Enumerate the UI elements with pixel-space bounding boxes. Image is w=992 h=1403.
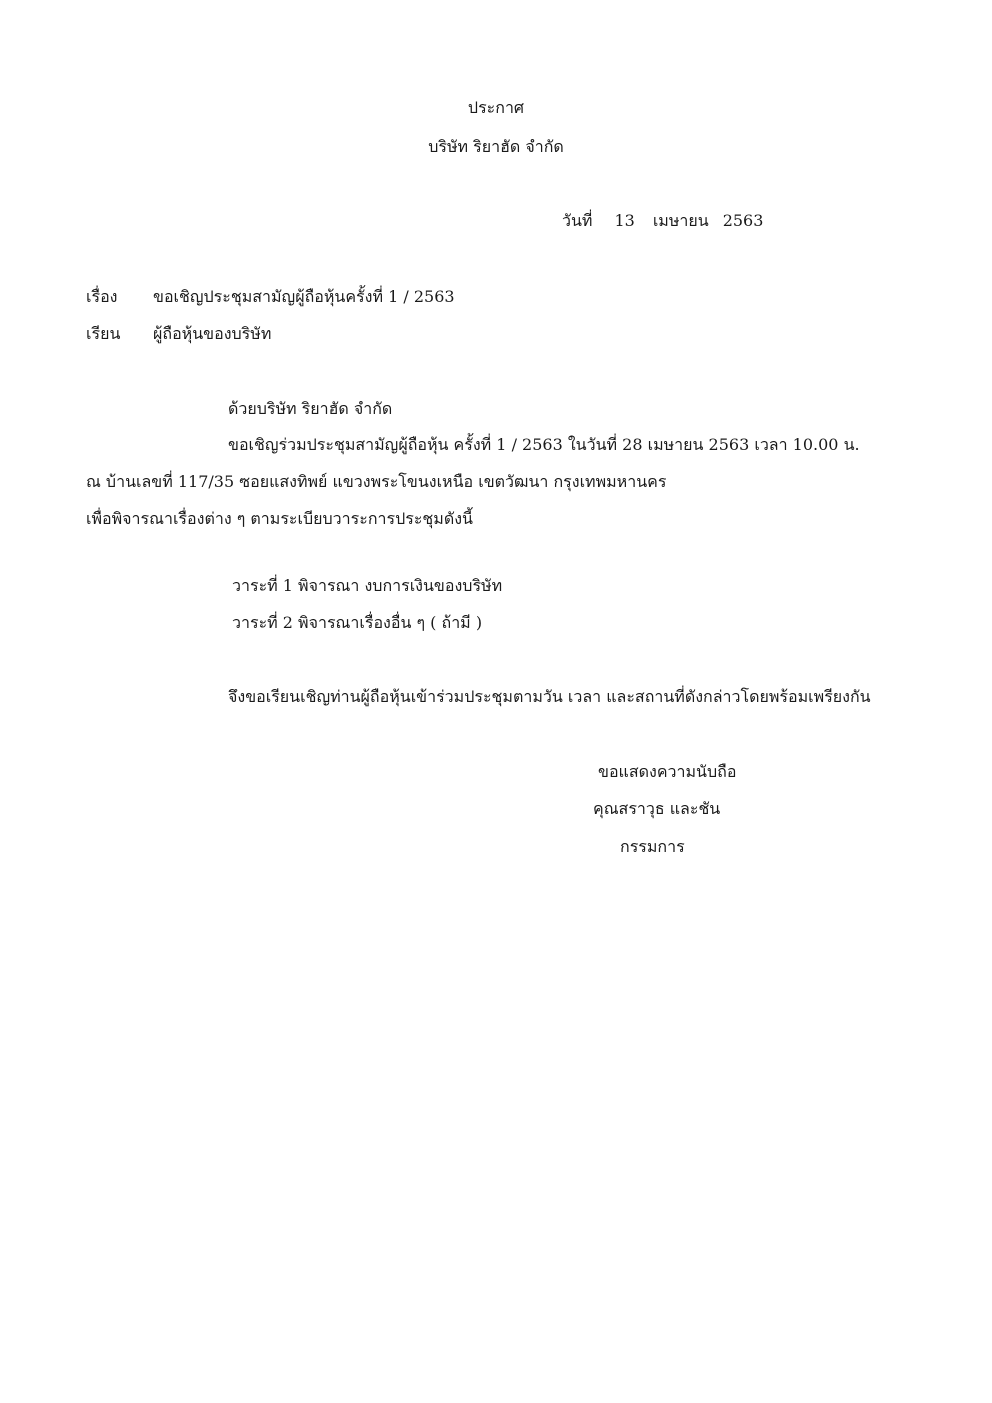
recipient-label: เรียน <box>86 324 121 343</box>
date-year: 2563 <box>722 211 764 230</box>
signature-position: กรรมการ <box>620 837 685 856</box>
agenda-item: วาระที่ 2 พิจารณาเรื่องอื่น ๆ ( ถ้ามี ) <box>232 613 483 632</box>
body-line-4: เพื่อพิจารณาเรื่องต่าง ๆ ตามระเบียบวาระการประชุมดังนี้ <box>86 509 473 528</box>
closing-invitation: จึงขอเรียนเชิญท่านผู้ถือหุ้นเข้าร่วมประชุมตามวัน เวลา และสถานที่ดังกล่าวโดยพร้อมเพรียงกัน <box>228 687 871 706</box>
document-title: ประกาศ <box>467 98 525 117</box>
date-month: เมษายน <box>652 211 709 230</box>
recipient-text: ผู้ถือหุ้นของบริษัท <box>153 324 272 343</box>
agenda-item: วาระที่ 1 พิจารณา งบการเงินของบริษัท <box>232 576 503 595</box>
subject-text: ขอเชิญประชุมสามัญผู้ถือหุ้นครั้งที่ 1 / 2563 <box>153 287 455 306</box>
date-day: 13 <box>614 211 635 230</box>
date-label: วันที่ <box>562 211 593 230</box>
company-name: บริษัท ริยาฮัด จำกัด <box>428 137 564 156</box>
signature-regards: ขอแสดงความนับถือ <box>598 762 737 781</box>
subject-label: เรื่อง <box>86 287 118 306</box>
body-line-3: ณ บ้านเลขที่ 117/35 ซอยแสงทิพย์ แขวงพระโขนงเหนือ เขตวัฒนา กรุงเทพมหานคร <box>86 472 667 491</box>
body-line-2: ขอเชิญร่วมประชุมสามัญผู้ถือหุ้น ครั้งที่ 1 / 2563 ในวันที่ 28 เมษายน 2563 เวลา 10.00 น. <box>228 435 860 454</box>
signature-name: คุณสราวุธ และชัน <box>593 799 721 818</box>
document-date <box>562 210 763 232</box>
body-line-1: ด้วยบริษัท ริยาฮัด จำกัด <box>228 399 393 418</box>
